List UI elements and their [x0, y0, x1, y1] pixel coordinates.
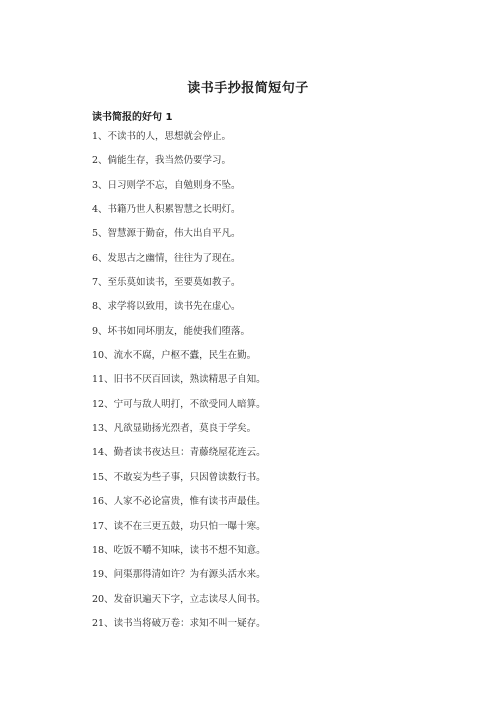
list-item: 6、发思古之幽情，往往为了现在。: [92, 252, 241, 264]
list-item: 13、凡欲显勋扬光烈者，莫良于学矣。: [92, 423, 257, 435]
list-item: 15、不敢妄为些子事，只因曾读数行书。: [92, 471, 266, 483]
list-item: 3、日习则学不忘，自勉则身不坠。: [92, 179, 241, 191]
list-item: 21、读书当将破万卷：求知不叫一疑存。: [92, 617, 266, 629]
list-item: 11、旧书不厌百回读，熟读精思子自知。: [92, 374, 266, 386]
list-item: 10、流水不腐，户枢不蠹，民生在勤。: [92, 350, 257, 362]
list-item: 17、读不在三更五鼓，功只怕一曝十寒。: [92, 520, 266, 532]
section-heading: 读书简报的好句 1: [92, 112, 173, 123]
list-item: 9、坏书如同坏朋友，能使我们堕落。: [92, 325, 251, 337]
quote-list: [92, 125, 266, 636]
list-item: 2、倘能生存，我当然仍要学习。: [92, 155, 232, 167]
list-item: 14、勤者读书夜达旦：青藤绕屋花连云。: [92, 447, 266, 459]
list-item: 4、书籍乃世人积累智慧之长明灯。: [92, 204, 241, 216]
list-item: 16、人家不必论富贵，惟有读书声最佳。: [92, 496, 266, 508]
list-item: 18、吃饭不嚼不知味，读书不想不知意。: [92, 544, 266, 556]
list-item: 5、智慧源于勤奋，伟大出自平凡。: [92, 228, 241, 240]
list-item: 8、求学将以致用，读书先在虚心。: [92, 301, 241, 313]
list-item: 19、问渠那得清如许？为有源头活水来。: [92, 569, 266, 581]
list-item: 20、发奋识遍天下字，立志读尽人间书。: [92, 593, 266, 605]
page-title: 读书手抄报简短句子: [187, 81, 309, 96]
list-item: 12、宁可与敌人明打，不欲受同人暗算。: [92, 398, 266, 410]
list-item: 7、至乐莫如读书，至要莫如教子。: [92, 277, 241, 289]
list-item: 1、不读书的人，思想就会停止。: [92, 131, 232, 142]
